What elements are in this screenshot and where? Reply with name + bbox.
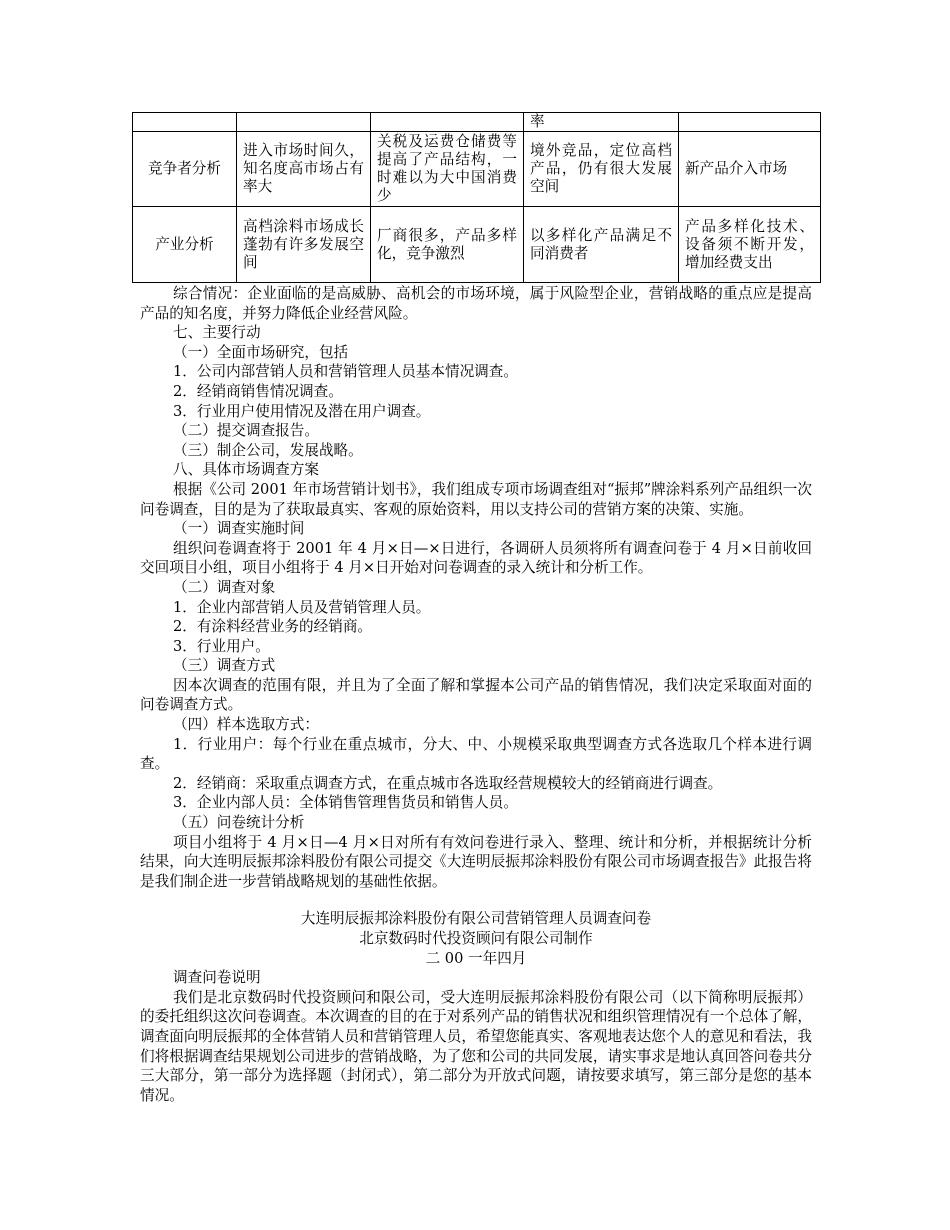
table-row (133, 113, 821, 132)
questionnaire-org: 北京数码时代投资顾问有限公司制作 (359, 930, 593, 947)
table-cell: 境外竞品，定位高档产品，仍有很大发展空间 (524, 132, 679, 207)
table-cell (237, 113, 371, 132)
list-item: 3．行业用户。 (173, 637, 270, 655)
table-row (133, 132, 821, 207)
list-item: 1．公司内部营销人员和营销管理人员基本情况调查。 (173, 363, 518, 381)
subsection-heading: （四）样本选取方式： (173, 716, 319, 734)
list-item: 1．企业内部营销人员及营销管理人员。 (173, 598, 431, 616)
table-cell: 率 (524, 113, 679, 132)
table-cell (679, 113, 821, 132)
body-paragraph: 项目小组将于 4 月×日—4 月×日对所有有效问卷进行录入、整理、统计和分析，并根据统计分析结果，向大连明辰振邦涂料股份有限公司提交《大连明辰振邦涂料股份有限公司市场调查报告》此报告将是我们制企进一步营销战略规划的基础性依据。 (140, 833, 812, 890)
subsection-heading: （二）提交调查报告。 (173, 422, 319, 440)
section-heading: 八、具体市场调查方案 (173, 461, 319, 479)
list-item: 1．行业用户：每个行业在重点城市，分大、中、小规模采取典型调查方式各选取几个样本进行调查。 (140, 735, 812, 773)
document-body (140, 284, 812, 1105)
body-paragraph: 组织问卷调查将于 2001 年 4 月×日—×日进行，各调研人员须将所有调查问卷于 4 月×日前收回交回项目小组，项目小组将于 4 月×日开始对问卷调查的录入统计和分析工作。 (140, 539, 812, 577)
list-item: 3．企业内部人员：全体销售管理售货员和销售人员。 (173, 794, 518, 812)
table-cell (371, 113, 524, 132)
body-paragraph: 根据《公司 2001 年市场营销计划书》，我们组成专项市场调查组对“振邦”牌涂料系列产品组织一次问卷调查，目的是为了获取最真实、客观的原始资料，用以支持公司的营销方案的决策、实施。 (140, 480, 812, 518)
row-header-industry: 产业分析 (133, 207, 237, 283)
intro-paragraph: 我们是北京数码时代投资顾问和限公司，受大连明辰振邦涂料股份有限公司（以下简称明辰振邦）的委托组织这次问卷调查。本次调查的目的在于对系列产品的销售状况和组织管理情况有一个总体了解，调查面向明辰振邦的全体营销人员和营销管理人员，希望您能真实、客观地表达您个人的意见和看法，我们将根据调查结果规划公司进步的营销战略，为了您和公司的共同发展，请实事求是地认真回答问卷共分三大部分，第一部分为选择题（封闭式），第二部分为开放式问题，请按要求填写，第三部分是您的基本情况。 (140, 988, 812, 1104)
questionnaire-title: 大连明辰振邦涂料股份有限公司营销管理人员调查问卷 (300, 910, 652, 928)
list-item: 2．经销商：采取重点调查方式，在重点城市各选取经营规模较大的经销商进行调查。 (173, 774, 723, 792)
table-cell (133, 113, 237, 132)
table-cell: 新产品介入市场 (679, 132, 821, 207)
list-item: 2．经销商销售情况调查。 (173, 382, 343, 400)
questionnaire-date: 二 00 一年四月 (425, 949, 527, 967)
subsection-heading: （一）调查实施时间 (173, 520, 305, 538)
table-cell: 产品多样化技术、设备须不断开发，增加经费支出 (679, 207, 821, 283)
spacer (140, 891, 812, 909)
list-item: 3．行业用户使用情况及潜在用户调查。 (173, 402, 431, 420)
body-paragraph: 因本次调查的范围有限，并且为了全面了解和掌握本公司产品的销售情况，我们决定采取面对面的问卷调查方式。 (140, 676, 812, 714)
table-cell: 厂商很多，产品多样化，竞争激烈 (371, 207, 524, 283)
table-cell: 关税及运费仓储费等提高了产品结构，一时难以为大中国消费少 (371, 132, 524, 207)
table-cell: 高档涂料市场成长蓬勃有许多发展空间 (237, 207, 371, 283)
table-row (133, 207, 821, 283)
subsection-heading: （五）问卷统计分析 (173, 814, 305, 832)
row-header-competitor: 竞争者分析 (133, 132, 237, 207)
intro-heading: 调查问卷说明 (173, 969, 261, 987)
list-item: 2．有涂料经营业务的经销商。 (173, 618, 373, 636)
subsection-heading: （一）全面市场研究，包括 (173, 343, 349, 361)
table-cell: 进入市场时间久，知名度高市场占有率大 (237, 132, 371, 207)
subsection-heading: （三）调查方式 (173, 657, 276, 675)
subsection-heading: （二）调查对象 (173, 578, 276, 596)
summary-paragraph: 综合情况：企业面临的是高威胁、高机会的市场环境，属于风险型企业，营销战略的重点应是提高产品的知名度，并努力降低企业经营风险。 (140, 285, 812, 322)
subsection-heading: （三）制企公司，发展战略。 (173, 441, 363, 459)
analysis-table (132, 112, 821, 283)
table-cell: 以多样化产品满足不同消费者 (524, 207, 679, 283)
section-heading: 七、主要行动 (173, 324, 261, 342)
